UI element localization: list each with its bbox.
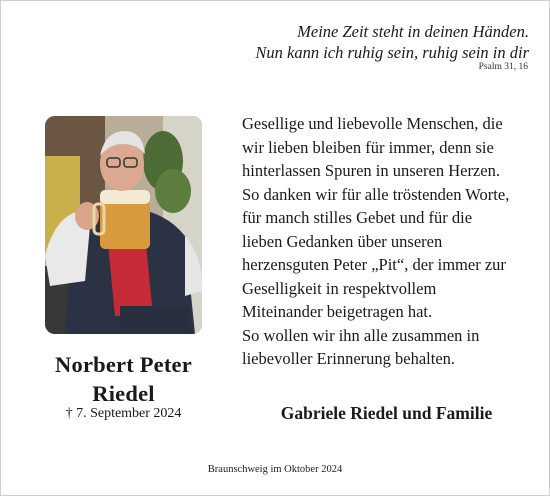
name-line-1: Norbert Peter [55,352,192,377]
message-line: wir lieben bleiben für immer, denn sie [242,137,494,157]
message-line: herzensguten Peter „Pit“, der immer zur [242,255,506,274]
message-line: Geselligkeit in respektvollem [242,278,437,298]
psalm-verse [255,21,529,63]
message-line: So wollen wir ihn alle zusammen in [242,325,480,345]
place-date-footer: Braunschweig im Oktober 2024 [207,464,343,475]
message-line: Miteinander beigetragen hat. [242,302,433,321]
name-line-2: Riedel [92,381,155,406]
message-line: hinterlassen Spuren in unseren Herzen. [242,161,500,180]
message-text [242,112,542,371]
family-signature: Gabriele Riedel und Familie [280,403,493,423]
verse-reference: Psalm 31, 16 [478,62,528,72]
message-line: Gesellige und liebevolle Menschen, die [242,114,503,133]
verse-line-2: Nun kann ich ruhig sein, ruhig sein in dir [255,43,529,62]
deceased-name [31,350,216,408]
message-line: So danken wir für alle tröstenden Worte, [242,184,510,204]
verse-line-1: Meine Zeit steht in deinen Händen. [297,22,529,41]
message-line: lieben Gedanken über unseren [242,231,443,251]
death-date: † 7. September 2024 [65,406,182,421]
message-line: für manch stilles Gebet und für die [242,208,473,227]
portrait-photo [45,116,202,334]
message-line: liebevoller Erinnerung behalten. [242,349,456,368]
